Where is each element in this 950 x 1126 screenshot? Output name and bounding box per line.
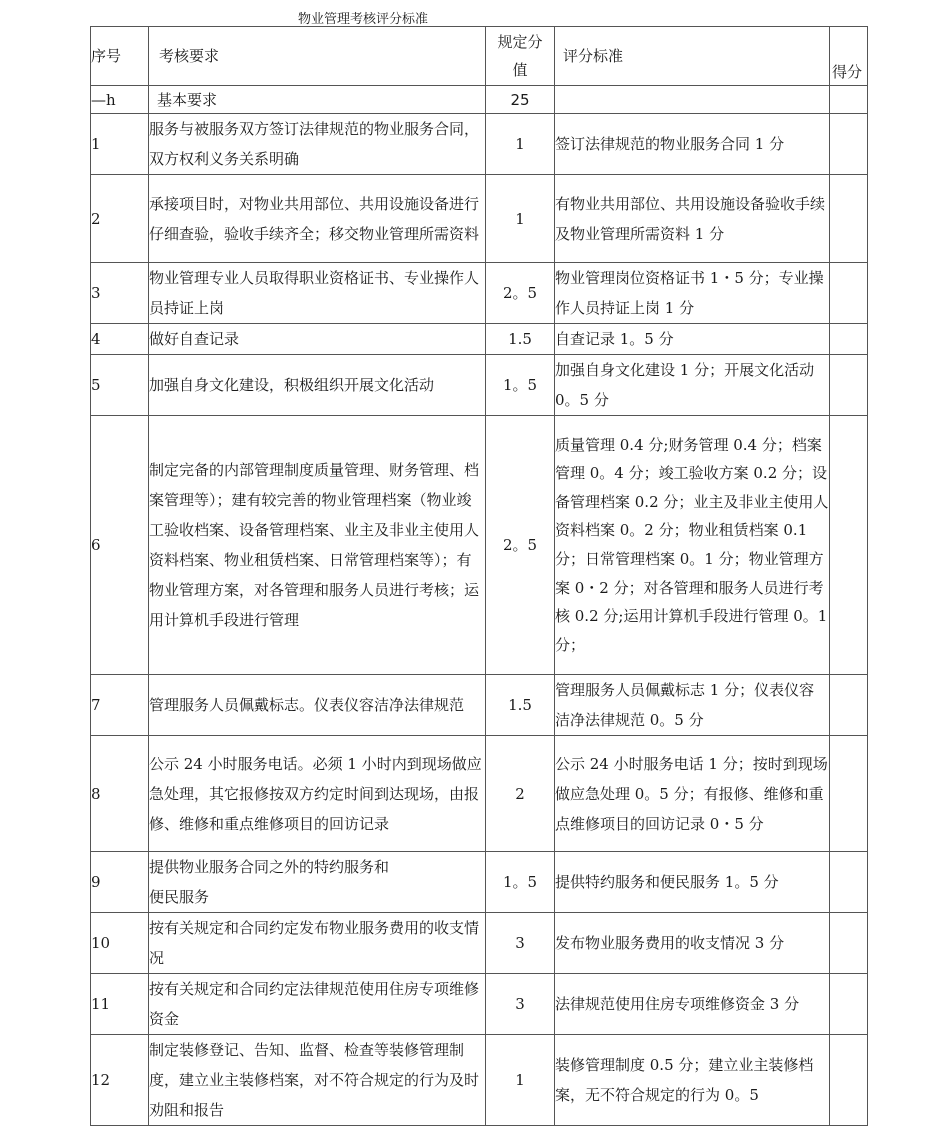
row-criteria: 质量管理 0.4 分;财务管理 0.4 分；档案管理 0。4 分；竣工验收方案 0.2 分；设备管理档案 0.2 分；业主及非业主使用人资料档案 0。2 分；物业租赁档案 0.1 分；日常管理档案 0。1 分；物业管理方案 0・2 分；对各管理和服务人员进行考核 0.2 分;运用计算机手段进行管理 0。1 分；	[555, 416, 830, 675]
table-row	[91, 852, 868, 913]
row-points: 1。5	[486, 852, 555, 913]
table-row	[91, 324, 868, 355]
header-points-line2: 值	[512, 61, 528, 79]
header-criteria: 评分标准	[555, 27, 830, 86]
row-points: 1	[486, 114, 555, 175]
row-no: 7	[91, 675, 149, 736]
row-requirement: 加强自身文化建设，积极组织开展文化活动	[149, 355, 486, 416]
row-no: 11	[91, 974, 149, 1035]
section-row	[91, 86, 868, 114]
row-no: 1	[91, 114, 149, 175]
row-requirement: 管理服务人员佩戴标志。仪表仪容洁净法律规范	[149, 675, 486, 736]
row-criteria: 物业管理岗位资格证书 1・5 分；专业操作人员持证上岗 1 分	[555, 263, 830, 324]
row-points: 2。5	[486, 416, 555, 675]
row-no: 10	[91, 913, 149, 974]
header-points	[486, 27, 555, 86]
row-score	[830, 675, 868, 736]
row-score	[830, 913, 868, 974]
row-requirement: 制定完备的内部管理制度质量管理、财务管理、档案管理等）；建有较完善的物业管理档案（物业竣工验收档案、设备管理档案、业主及非业主使用人资料档案、物业租赁档案、日常管理档案等）；有物业管理方案，对各管理和服务人员进行考核；运用计算机手段进行管理	[149, 416, 486, 675]
table-row	[91, 913, 868, 974]
row-points: 2	[486, 736, 555, 852]
table-row	[91, 736, 868, 852]
section-score	[830, 86, 868, 114]
row-criteria: 装修管理制度 0.5 分；建立业主装修档案，无不符合规定的行为 0。5	[555, 1035, 830, 1126]
section-points: 25	[486, 86, 555, 114]
row-points: 1.5	[486, 675, 555, 736]
table-row	[91, 675, 868, 736]
row-points: 1	[486, 1035, 555, 1126]
row-points: 2。5	[486, 263, 555, 324]
row-requirement: 承接项目时，对物业共用部位、共用设施设备进行仔细查验，验收手续齐全；移交物业管理所需资料	[149, 175, 486, 263]
row-criteria: 签订法律规范的物业服务合同 1 分	[555, 114, 830, 175]
row-score	[830, 324, 868, 355]
header-points-line1: 规定分	[497, 33, 543, 51]
row-score	[830, 852, 868, 913]
row-criteria: 公示 24 小时服务电话 1 分；按时到现场做应急处理 0。5 分；有报修、维修和重点维修项目的回访记录 0・5 分	[555, 736, 830, 852]
row-score	[830, 974, 868, 1035]
row-points: 1	[486, 175, 555, 263]
row-requirement: 公示 24 小时服务电话。必须 1 小时内到现场做应急处理，其它报修按双方约定时间到达现场，由报修、维修和重点维修项目的回访记录	[149, 736, 486, 852]
row-criteria: 有物业共用部位、共用设施设备验收手续及物业管理所需资料 1 分	[555, 175, 830, 263]
row-requirement: 按有关规定和合同约定发布物业服务费用的收支情况	[149, 913, 486, 974]
row-no: 12	[91, 1035, 149, 1126]
row-no: 8	[91, 736, 149, 852]
table-row	[91, 416, 868, 675]
row-score	[830, 736, 868, 852]
row-criteria: 加强自身文化建设 1 分；开展文化活动 0。5 分	[555, 355, 830, 416]
row-no: 2	[91, 175, 149, 263]
section-no: —h	[91, 86, 149, 114]
row-score	[830, 416, 868, 675]
table-row	[91, 114, 868, 175]
row-criteria: 发布物业服务费用的收支情况 3 分	[555, 913, 830, 974]
table-row	[91, 175, 868, 263]
table-row	[91, 263, 868, 324]
row-score	[830, 175, 868, 263]
table-row	[91, 355, 868, 416]
row-criteria: 自查记录 1。5 分	[555, 324, 830, 355]
document-title: 物业管理考核评分标准	[298, 12, 429, 27]
row-score	[830, 263, 868, 324]
table-row	[91, 974, 868, 1035]
row-points: 1.5	[486, 324, 555, 355]
row-no: 6	[91, 416, 149, 675]
table-header-row	[91, 27, 868, 86]
row-points: 3	[486, 974, 555, 1035]
row-points: 3	[486, 913, 555, 974]
row-criteria: 法律规范使用住房专项维修资金 3 分	[555, 974, 830, 1035]
row-criteria: 提供特约服务和便民服务 1。5 分	[555, 852, 830, 913]
row-requirement: 按有关规定和合同约定法律规范使用住房专项维修资金	[149, 974, 486, 1035]
table-row	[91, 1035, 868, 1126]
row-score	[830, 114, 868, 175]
section-title: 基本要求	[149, 86, 486, 114]
header-no: 序号	[91, 27, 149, 86]
row-no: 9	[91, 852, 149, 913]
row-score	[830, 1035, 868, 1126]
section-criteria	[555, 86, 830, 114]
row-requirement: 服务与被服务双方签订法律规范的物业服务合同，双方权利义务关系明确	[149, 114, 486, 175]
row-criteria: 管理服务人员佩戴标志 1 分；仪表仪容洁净法律规范 0。5 分	[555, 675, 830, 736]
row-requirement: 提供物业服务合同之外的特约服务和 便民服务	[149, 852, 486, 913]
row-no: 5	[91, 355, 149, 416]
row-requirement: 物业管理专业人员取得职业资格证书、专业操作人员持证上岗	[149, 263, 486, 324]
row-score	[830, 355, 868, 416]
scoring-table	[90, 26, 868, 1126]
header-score: 得分	[830, 27, 868, 86]
row-points: 1。5	[486, 355, 555, 416]
row-no: 3	[91, 263, 149, 324]
row-requirement: 制定装修登记、告知、监督、检查等装修管理制度，建立业主装修档案，对不符合规定的行为及时劝阻和报告	[149, 1035, 486, 1126]
row-requirement: 做好自查记录	[149, 324, 486, 355]
header-requirement: 考核要求	[149, 27, 486, 86]
row-no: 4	[91, 324, 149, 355]
